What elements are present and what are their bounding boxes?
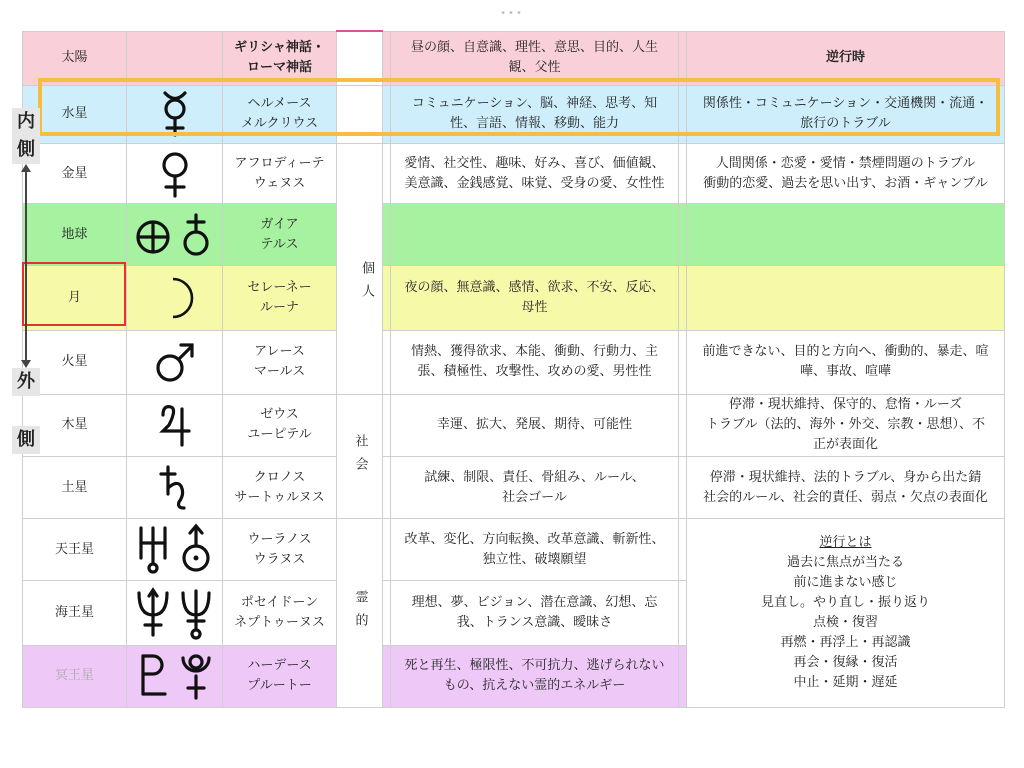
retro-cell <box>687 266 1005 330</box>
vertical-arrow <box>25 172 27 362</box>
planet-sun: 太陽 <box>23 31 127 85</box>
meaning-cell: 幸運、拡大、発展、期待、可能性 <box>391 394 679 456</box>
arrow-up-icon <box>21 164 31 172</box>
planet-name: 天王星 <box>23 519 127 581</box>
planet-name: 水星 <box>23 85 127 143</box>
jupiter-symbol-icon <box>127 394 223 456</box>
retro-note-line: 再燃・再浮上・再認識 <box>780 635 911 651</box>
planet-row <box>23 330 1005 394</box>
planet-name: 金星 <box>23 143 127 203</box>
planet-name: 地球 <box>23 204 127 266</box>
meaning-cell: 試練、制限、責任、骨組み、ルール、 社会ゴール <box>391 457 679 519</box>
arrow-down-icon <box>21 360 31 368</box>
planet-row <box>23 457 1005 519</box>
myth-name: ウーラノス ウラヌス <box>223 519 337 581</box>
planet-name: 火星 <box>23 330 127 394</box>
myth-name: ハーデース プルートー <box>223 645 337 707</box>
retro-note-line: 見直し。やり直し・振り返り <box>760 595 930 611</box>
earth-symbol-icon <box>127 204 223 266</box>
uranus-symbol-icon <box>127 519 223 581</box>
meaning-cell: コミュニケーション、脳、神経、思考、知 性、言語、情報、移動、能力 <box>391 85 679 143</box>
pluto-symbol-icon <box>127 645 223 707</box>
header-row <box>23 31 1005 85</box>
planet-name: 月 <box>23 266 127 330</box>
planet-row <box>23 394 1005 456</box>
meaning-cell: 情熱、獲得欲求、本能、衝動、行動力、主 張、積極性、攻撃性、攻めの愛、男性性 <box>391 330 679 394</box>
myth-name: アレース マールス <box>223 330 337 394</box>
planet-name: 土星 <box>23 457 127 519</box>
retro-note-line: 点検・復習 <box>812 615 878 631</box>
category-blank <box>337 85 383 143</box>
planet-name: 冥王星 <box>23 645 127 707</box>
myth-name: セレーネー ルーナ <box>223 266 337 330</box>
retro-note-line: 前に進まない感じ <box>793 575 898 591</box>
retro-note-line: 再会・復縁・復活 <box>793 655 898 671</box>
meaning-sun: 昼の顔、自意識、理性、意思、目的、人生 観、父性 <box>391 31 679 85</box>
meaning-cell <box>391 204 679 266</box>
myth-header: ギリシャ神話・ ローマ神話 <box>223 31 337 85</box>
myth-name: ゼウス ユーピテル <box>223 394 337 456</box>
retro-note-box <box>687 519 1005 708</box>
planet-table <box>22 30 1005 708</box>
myth-name: ガイア テルス <box>223 204 337 266</box>
symbol-header <box>127 31 223 85</box>
retro-note-line: 中止・延期・遅延 <box>793 675 898 691</box>
planet-row <box>23 85 1005 143</box>
planet-row <box>23 266 1005 330</box>
myth-name: アフロディーテ ウェヌス <box>223 143 337 203</box>
inner-label-2: 側 <box>12 136 40 164</box>
meaning-cell: 死と再生、極限性、不可抗力、逃げられない もの、抗えない霊的エネルギー <box>391 645 679 707</box>
retro-cell: 関係性・コミュニケーション・交通機関・流通・ 旅行のトラブル <box>687 85 1005 143</box>
planet-name: 海王星 <box>23 581 127 645</box>
myth-name: ヘルメース メルクリウス <box>223 85 337 143</box>
outer-label-1: 外 <box>12 368 40 396</box>
category-header <box>337 31 383 85</box>
category-personal: 個人 <box>337 143 383 394</box>
saturn-symbol-icon <box>127 457 223 519</box>
retro-note-title: 逆行とは <box>819 535 872 551</box>
retro-note-line: 過去に焦点が当たる <box>786 555 904 571</box>
retro-header: 逆行時 <box>687 31 1005 85</box>
category-social: 社会 <box>337 394 383 518</box>
neptune-symbol-icon <box>127 581 223 645</box>
inner-label-1: 内 <box>12 108 40 136</box>
meaning-cell: 夜の顔、無意識、感情、欲求、不安、反応、 母性 <box>391 266 679 330</box>
retro-cell <box>687 204 1005 266</box>
top-dots: ••• <box>500 8 524 19</box>
mars-symbol-icon <box>127 330 223 394</box>
planet-row <box>23 143 1005 203</box>
meaning-cell: 理想、夢、ビジョン、潜在意識、幻想、忘 我、トランス意識、曖昧さ <box>391 581 679 645</box>
category-spiritual: 霊的 <box>337 519 383 708</box>
outer-label-2: 側 <box>12 426 40 454</box>
retro-cell: 人間関係・恋愛・愛情・禁煙問題のトラブル 衝動的恋愛、過去を思い出す、お酒・ギャンブル <box>687 143 1005 203</box>
meaning-cell: 愛情、社交性、趣味、好み、喜び、価値観、 美意識、金銭感覚、味覚、受身の愛、女性性 <box>391 143 679 203</box>
planet-name: 木星 <box>23 394 127 456</box>
myth-name: ポセイドーン ネプトゥーヌス <box>223 581 337 645</box>
retro-cell: 停滞・現状維持、保守的、怠惰・ルーズ トラブル（法的、海外・外交、宗教・思想）、不 正が表面化 <box>687 394 1005 456</box>
planet-row <box>23 204 1005 266</box>
retro-cell: 前進できない、目的と方向へ、衝動的、暴走、喧 嘩、事故、喧嘩 <box>687 330 1005 394</box>
meaning-cell: 改革、変化、方向転換、改革意識、斬新性、 独立性、破壊願望 <box>391 519 679 581</box>
planet-row <box>23 519 1005 581</box>
retro-cell: 停滞・現状維持、法的トラブル、身から出た錆 社会的ルール、社会的責任、弱点・欠点の表面化 <box>687 457 1005 519</box>
myth-name: クロノス サートゥルヌス <box>223 457 337 519</box>
moon-symbol-icon <box>127 266 223 330</box>
venus-symbol-icon <box>127 143 223 203</box>
mercury-symbol-icon <box>127 85 223 143</box>
